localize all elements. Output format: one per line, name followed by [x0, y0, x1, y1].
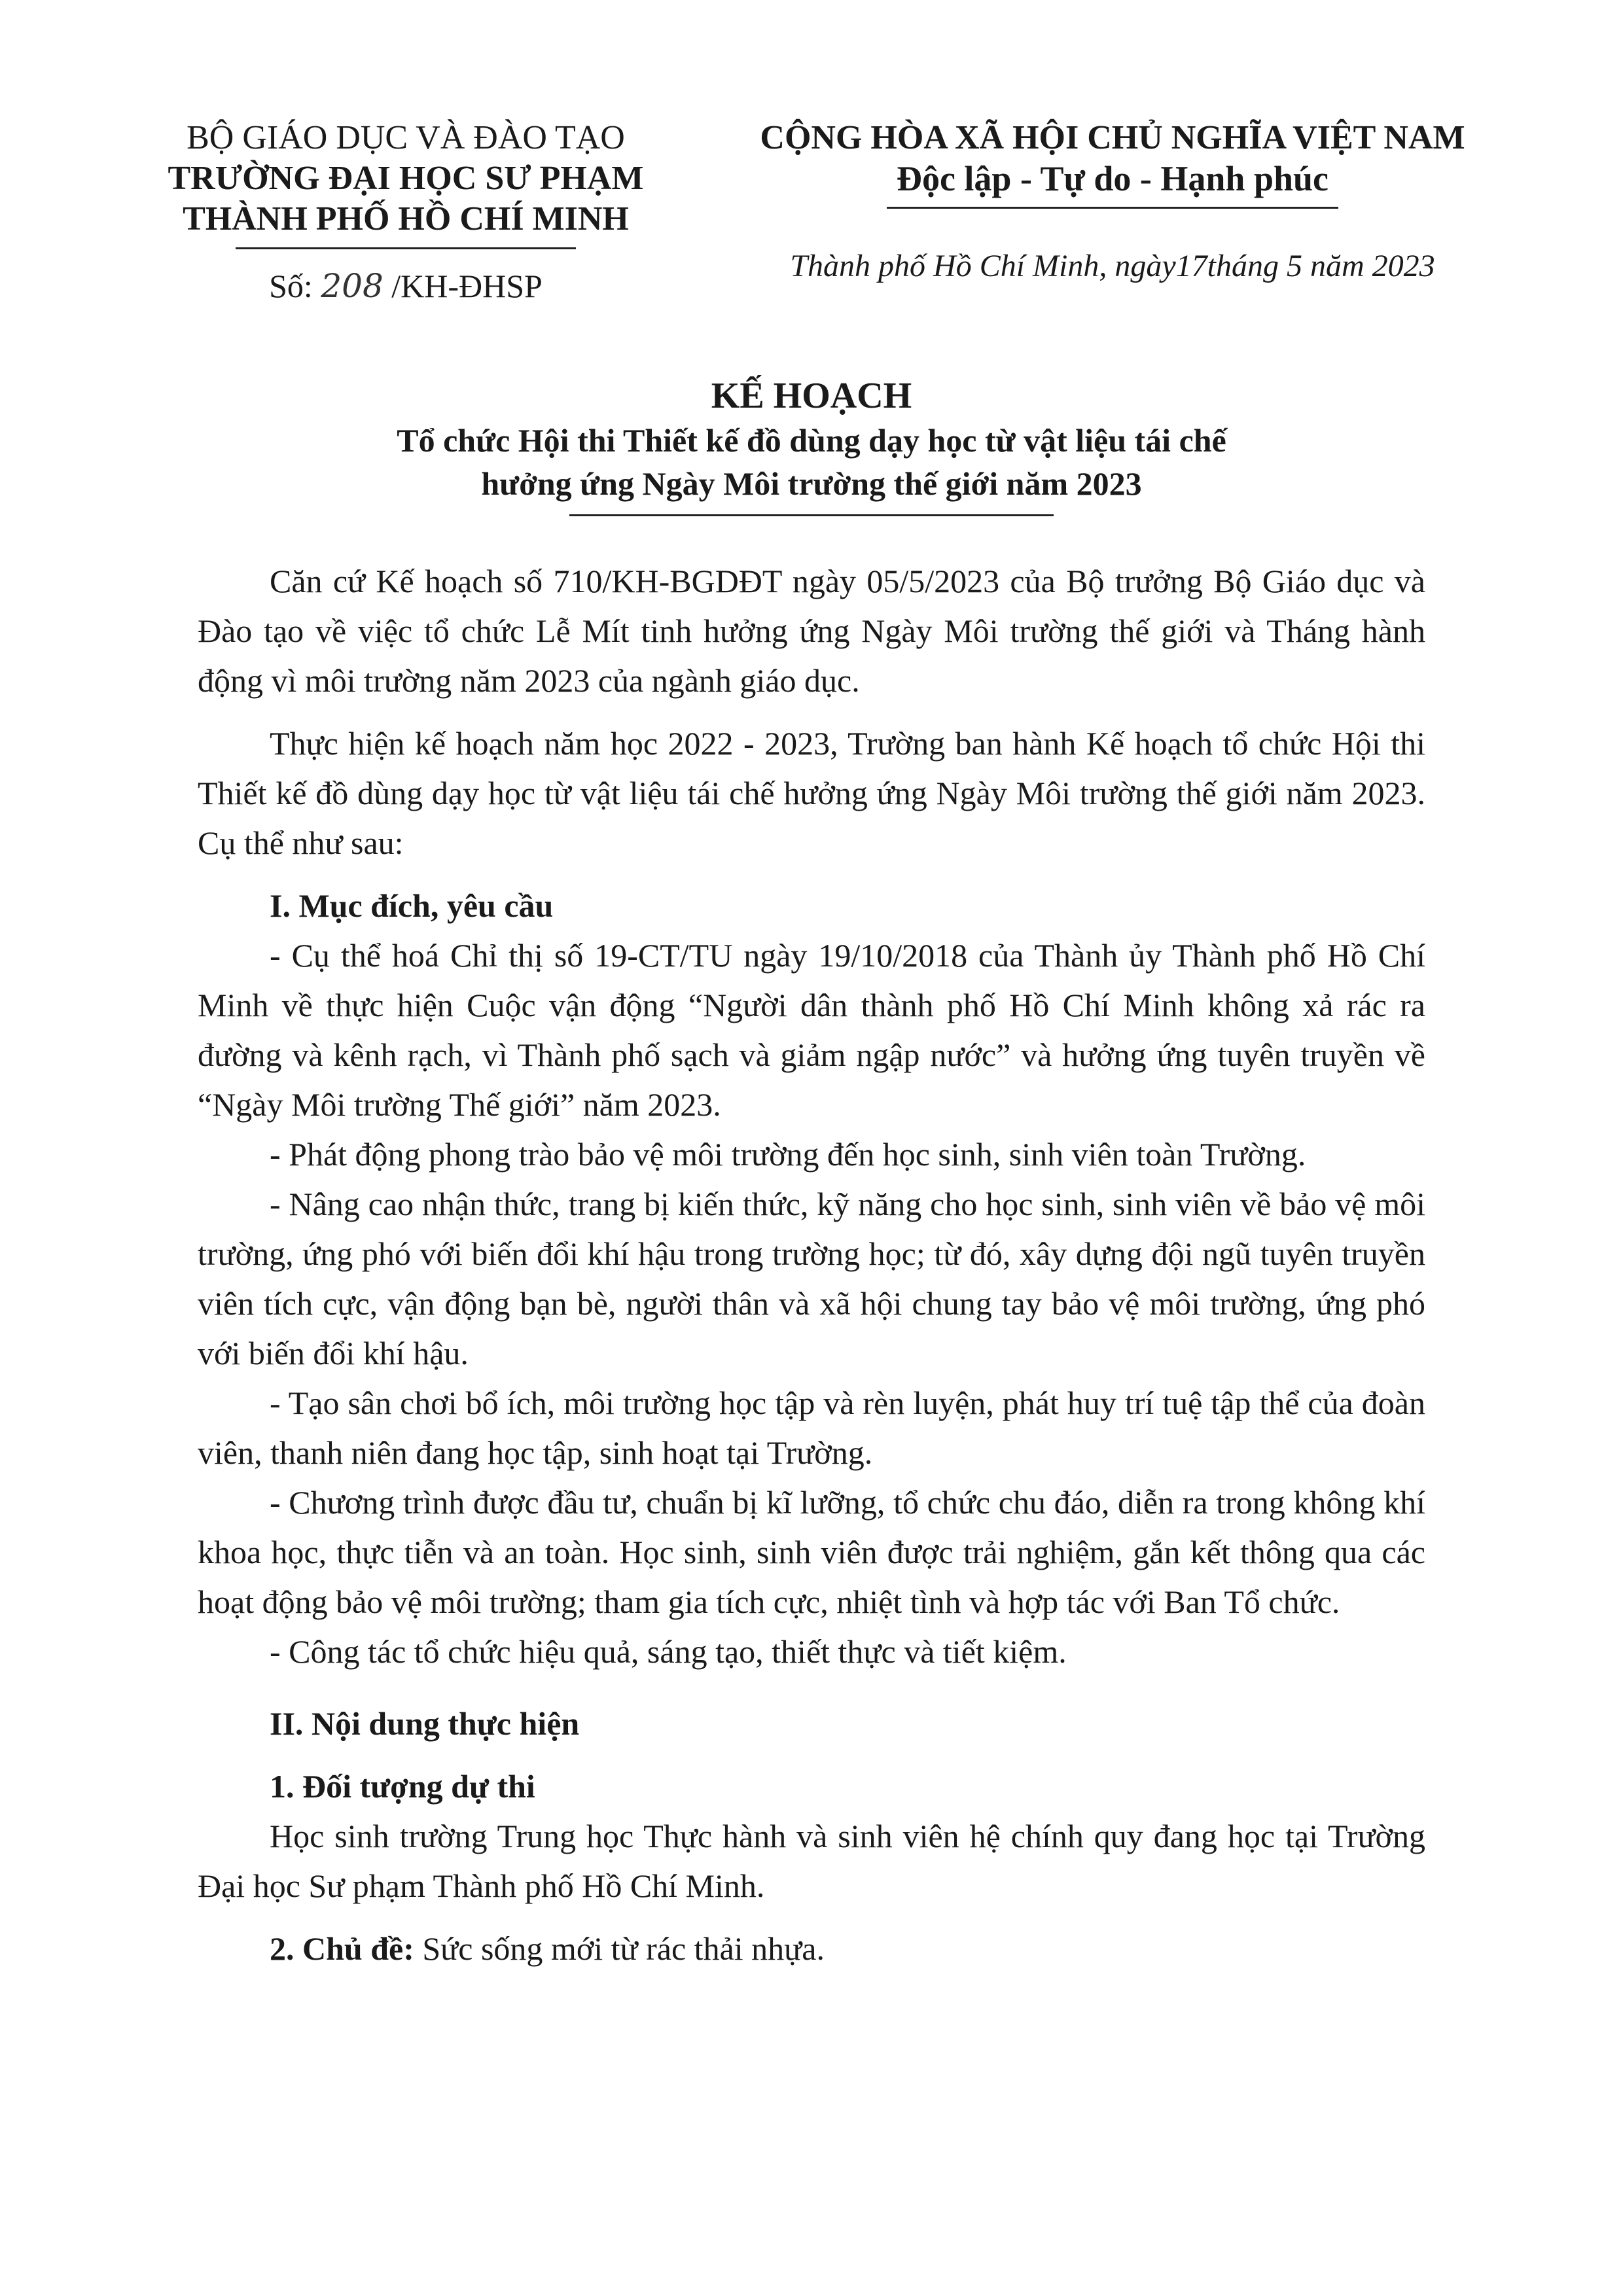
- purpose-item: - Chương trình được đầu tư, chuẩn bị kĩ lưỡng, tổ chức chu đáo, diễn ra trong không khí khoa học, thực tiễn và an toàn. Học sinh, sinh viên được trải nghiệm, gắn kết thông qua các hoạt động bảo vệ môi trường; tham gia tích cực, nhiệt tình và hợp tác với Ban Tổ chức.: [198, 1484, 1425, 1620]
- purpose-item: - Phát động phong trào bảo vệ môi trường đến học sinh, sinh viên toàn Trường.: [270, 1136, 1306, 1173]
- subsection-heading-participants: 1. Đối tượng dự thi: [270, 1768, 535, 1805]
- document-number: [164, 266, 648, 306]
- nation-name: CỘNG HÒA XÃ HỘI CHỦ NGHĨA VIỆT NAM: [760, 119, 1465, 156]
- title-subtitle-line1: Tổ chức Hội thi Thiết kế đồ dùng dạy học từ vật liệu tái chế: [397, 422, 1226, 459]
- purpose-item: - Tạo sân chơi bổ ích, môi trường học tập và rèn luyện, phát huy trí tuệ tập thể của đoàn viên, thanh niên đang học tập, sinh hoạt tại Trường.: [198, 1385, 1425, 1471]
- date-day-handwritten: 17: [1175, 249, 1207, 283]
- ministry-name: BỘ GIÁO DỤC VÀ ĐÀO TẠO: [187, 119, 625, 156]
- issuer-block: [164, 118, 648, 306]
- school-name-line1: TRƯỜNG ĐẠI HỌC SƯ PHẠM: [168, 160, 644, 197]
- issuer-underline: [236, 247, 576, 249]
- date-prefix: Thành phố Hồ Chí Minh, ngày: [790, 249, 1176, 283]
- school-name-line2: THÀNH PHỐ HỒ CHÍ MINH: [183, 200, 629, 238]
- title-underline: [569, 514, 1054, 516]
- issue-date: [753, 247, 1472, 286]
- doc-number-prefix: Số:: [269, 268, 321, 304]
- doc-number-handwritten: 208: [321, 267, 383, 305]
- theme-text: Sức sống mới từ rác thải nhựa.: [414, 1930, 825, 1967]
- purpose-item: - Công tác tổ chức hiệu quả, sáng tạo, thiết thực và tiết kiệm.: [270, 1633, 1067, 1670]
- national-heading: [753, 118, 1472, 286]
- participants-text: Học sinh trường Trung học Thực hành và sinh viên hệ chính quy đang học tại Trường Đại học Sư phạm Thành phố Hồ Chí Minh.: [198, 1818, 1425, 1904]
- paragraph-legal-basis: Căn cứ Kế hoạch số 710/KH-BGDĐT ngày 05/5/2023 của Bộ trưởng Bộ Giáo dục và Đào tạo về việc tổ chức Lễ Mít tinh hưởng ứng Ngày Môi trường thế giới và Tháng hành động vì môi trường năm 2023 của ngành giáo dục.: [198, 563, 1425, 699]
- theme-label: 2. Chủ đề:: [270, 1930, 414, 1967]
- motto-underline: [887, 207, 1338, 209]
- doc-number-suffix: /KH-ĐHSP: [383, 268, 543, 304]
- national-motto: Độc lập - Tự do - Hạnh phúc: [896, 159, 1329, 198]
- document-title: [131, 373, 1492, 516]
- section-heading-content: II. Nội dung thực hiện: [270, 1705, 580, 1742]
- document-body: [198, 556, 1425, 1973]
- title-heading: KẾ HOẠCH: [711, 376, 912, 416]
- date-suffix: tháng 5 năm 2023: [1207, 249, 1435, 283]
- purpose-item: - Cụ thể hoá Chỉ thị số 19-CT/TU ngày 19/10/2018 của Thành ủy Thành phố Hồ Chí Minh về thực hiện Cuộc vận động “Người dân thành phố Hồ Chí Minh không xả rác ra đường và kênh rạch, vì Thành phố sạch và giảm ngập nước” và hưởng ứng tuyên truyền về “Ngày Môi trường Thế giới” năm 2023.: [198, 937, 1425, 1123]
- title-subtitle-line2: hưởng ứng Ngày Môi trường thế giới năm 2023: [481, 465, 1142, 502]
- section-heading-purpose: I. Mục đích, yêu cầu: [270, 887, 554, 924]
- purpose-item: - Nâng cao nhận thức, trang bị kiến thức, kỹ năng cho học sinh, sinh viên về bảo vệ môi trường, ứng phó với biến đổi khí hậu trong trường học; từ đó, xây dựng đội ngũ tuyên truyền viên tích cực, vận động bạn bè, người thân và xã hội chung tay bảo vệ môi trường, ứng phó với biến đổi khí hậu.: [198, 1186, 1425, 1371]
- theme-line: [198, 1924, 1425, 1973]
- paragraph-implementation: Thực hiện kế hoạch năm học 2022 - 2023, Trường ban hành Kế hoạch tổ chức Hội thi Thiết kế đồ dùng dạy học từ vật liệu tái chế hưởng ứng Ngày Môi trường thế giới năm 2023. Cụ thể như sau:: [198, 725, 1425, 861]
